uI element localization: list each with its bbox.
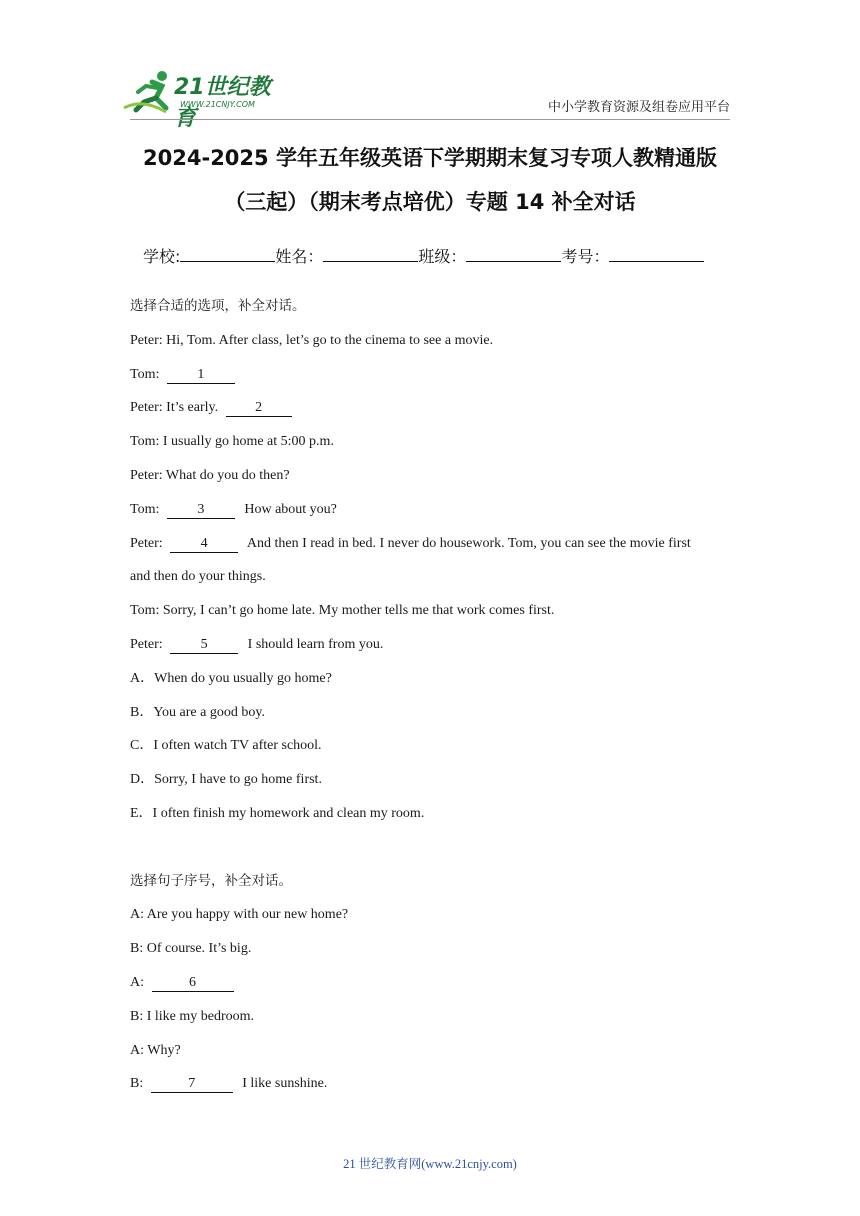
- dialogue-line: Tom: Sorry, I can’t go home late. My mother tells me that work comes first.: [130, 603, 555, 619]
- runner-icon: [122, 68, 174, 114]
- speaker-label: Tom:: [130, 366, 160, 382]
- dialogue-line: [130, 391, 732, 425]
- dialogue-text: I like sunshine.: [242, 1076, 328, 1092]
- answer-blank-6[interactable]: 6: [152, 975, 234, 992]
- speaker-label: Tom:: [130, 501, 160, 517]
- student-info-row: [143, 244, 704, 267]
- dialogue-line: B: I like my bedroom.: [130, 1008, 255, 1024]
- dialogue-text: And then I read in bed. I never do housework. Tom, you can see the movie first: [246, 535, 691, 551]
- page-title-line2: （三起）（期末考点培优）专题 14 补全对话: [224, 190, 636, 214]
- dialogue-line: [130, 628, 732, 662]
- site-logo: [122, 68, 292, 131]
- answer-blank-1[interactable]: 1: [167, 367, 235, 384]
- speaker-label: A:: [130, 974, 144, 990]
- dialogue-line: [130, 358, 732, 392]
- section1-instruction: 选择合适的选项，补全对话。: [130, 298, 306, 314]
- dialogue-line: Tom: I usually go home at 5:00 p.m.: [130, 434, 334, 450]
- answer-blank-5[interactable]: 5: [170, 637, 238, 654]
- dialogue-line: Peter: What do you do then?: [130, 467, 290, 483]
- dialogue-text: How about you?: [244, 501, 337, 517]
- answer-blank-4[interactable]: 4: [170, 536, 238, 553]
- name-label: 姓名：: [275, 247, 324, 266]
- option-e: E．I often finish my homework and clean my room.: [130, 805, 425, 821]
- dialogue-text: I should learn from you.: [247, 636, 384, 652]
- speaker-label: Peter:: [130, 535, 163, 551]
- option-c: C．I often watch TV after school.: [130, 738, 322, 754]
- logo-text: 21世纪教育: [174, 75, 271, 131]
- logo-url: WWW.21CNJY.COM: [180, 100, 255, 109]
- dialogue-text: Peter: It’s early.: [130, 400, 219, 416]
- answer-blank-3[interactable]: 3: [167, 502, 235, 519]
- option-b: B．You are a good boy.: [130, 704, 265, 720]
- name-field[interactable]: [323, 247, 418, 262]
- footer-link[interactable]: 21 世纪教育网(www.21cnjy.com): [343, 1157, 517, 1171]
- dialogue-line: [130, 493, 732, 527]
- dialogue-line: Peter: Hi, Tom. After class, let’s go to the cinema to see a movie.: [130, 332, 494, 348]
- dialogue-line: B: Of course. It’s big.: [130, 941, 252, 957]
- platform-label: 中小学教育资源及组卷应用平台: [547, 100, 730, 115]
- answer-blank-2[interactable]: 2: [226, 400, 292, 417]
- page-title-line1: 2024-2025 学年五年级英语下学期期末复习专项人教精通版: [143, 146, 717, 170]
- dialogue-line: [130, 1067, 732, 1101]
- option-d: D．Sorry, I have to go home first.: [130, 772, 322, 788]
- speaker-label: B:: [130, 1076, 144, 1092]
- dialogue-line: [130, 966, 732, 1000]
- dialogue-line: [130, 527, 732, 561]
- section2-instruction: 选择句子序号，补全对话。: [130, 872, 292, 889]
- number-label: 考号：: [561, 247, 610, 266]
- class-field[interactable]: [466, 247, 561, 262]
- number-field[interactable]: [609, 247, 704, 262]
- school-label: 学校:: [143, 247, 181, 266]
- option-a: A．When do you usually go home?: [130, 670, 332, 686]
- dialogue-line: A: Why?: [130, 1042, 181, 1058]
- header-divider: [130, 119, 730, 120]
- school-field[interactable]: [180, 247, 275, 262]
- dialogue-line: and then do your things.: [130, 569, 266, 585]
- class-label: 班级：: [418, 247, 467, 266]
- dialogue-line: A: Are you happy with our new home?: [130, 907, 349, 923]
- section-spacer: [130, 831, 732, 865]
- exercise-content: [130, 290, 732, 1101]
- speaker-label: Peter:: [130, 636, 163, 652]
- answer-blank-7[interactable]: 7: [151, 1076, 233, 1093]
